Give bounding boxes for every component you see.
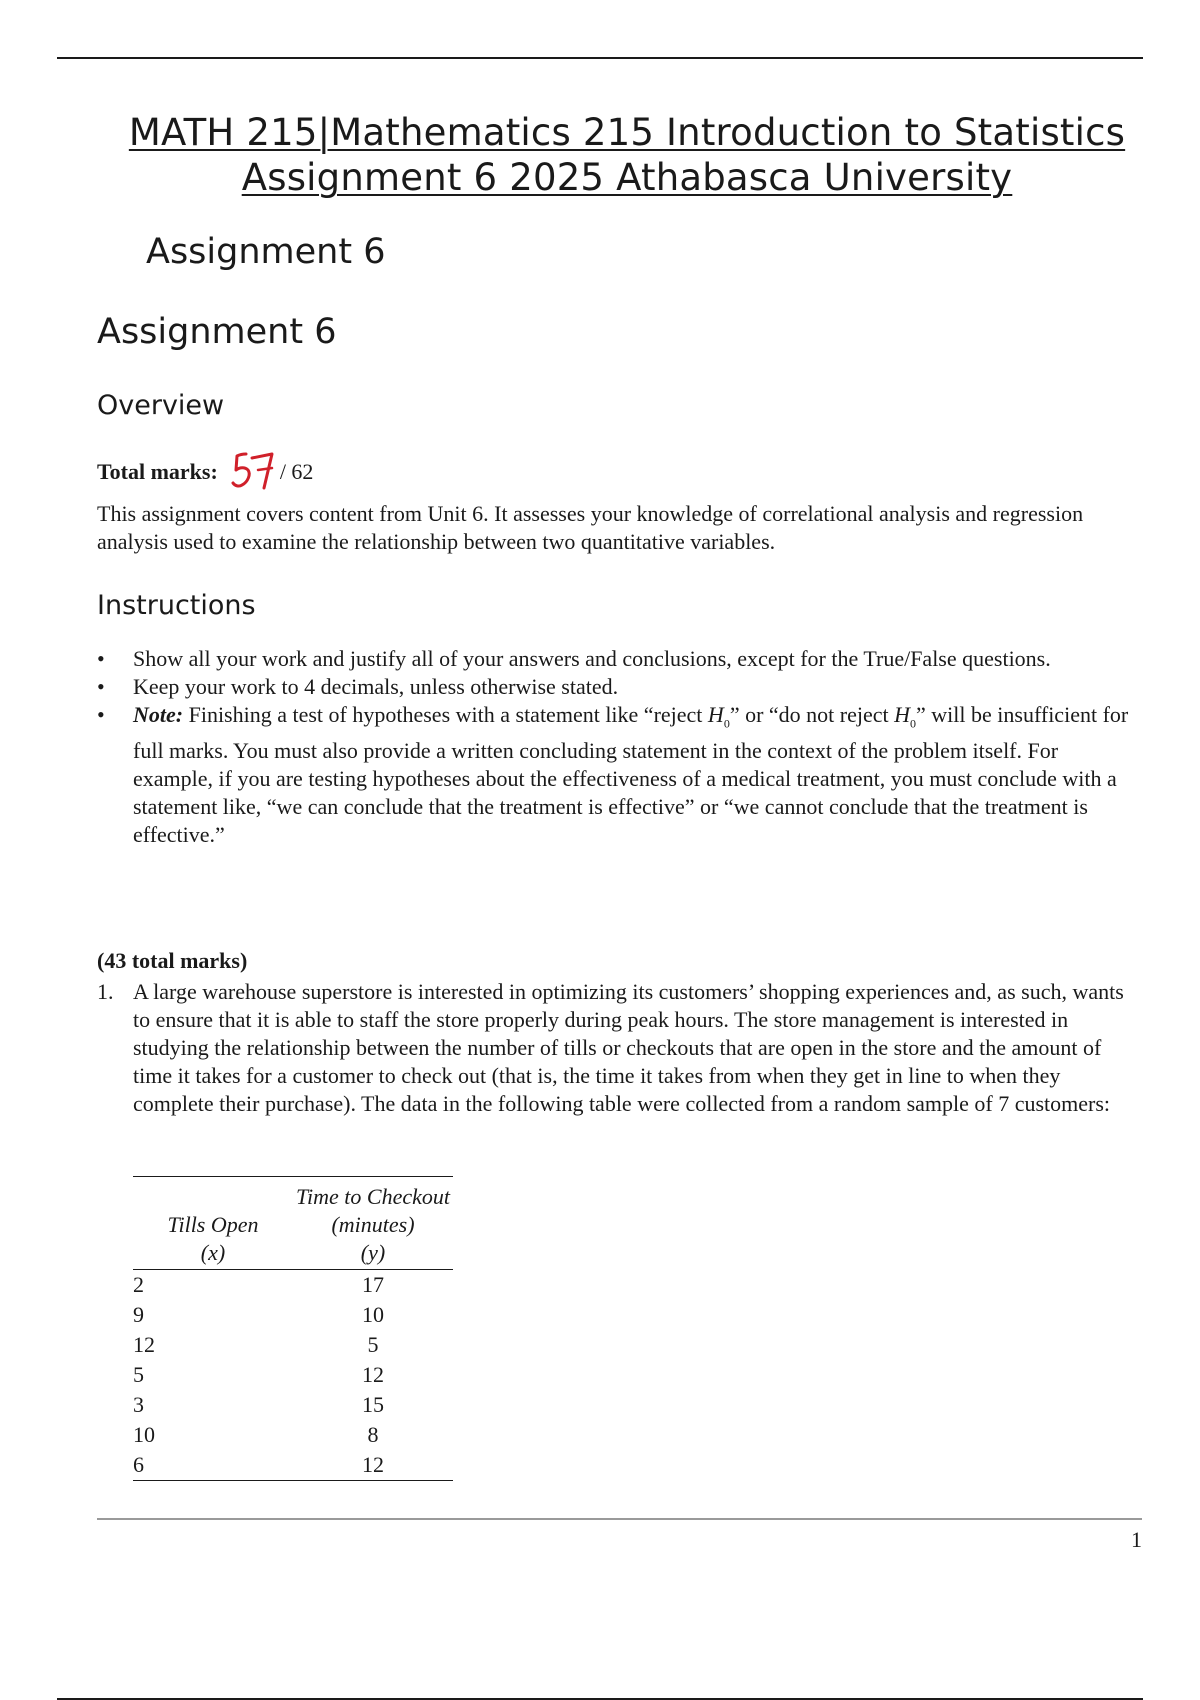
cell-y: 12 <box>362 1362 384 1387</box>
instructions-list <box>97 645 1142 849</box>
cell-y: 17 <box>362 1272 384 1297</box>
instruction-text: Keep your work to 4 decimals, unless otherwise stated. <box>133 674 619 699</box>
assignment-heading: Assignment 6 <box>97 312 337 352</box>
column-header-y-symbol: (y) <box>360 1240 386 1265</box>
document-title-line-1: MATH 215|Mathematics 215 Introduction to Statistics <box>128 111 1126 154</box>
data-table <box>133 1176 453 1481</box>
instruction-text: Show all your work and justify all of your answers and conclusions, except for the True/False questions. <box>133 646 1051 671</box>
overview-heading: Overview <box>97 390 225 421</box>
document-page <box>97 60 1142 1660</box>
document-title-line-2: Assignment 6 2025 Athabasca University <box>241 156 1013 199</box>
h0-subscript: 0 <box>723 716 730 731</box>
column-header-x-symbol: (x) <box>200 1240 226 1265</box>
note-label: Note: <box>133 702 184 727</box>
h0-symbol: H <box>894 702 911 727</box>
h0-symbol: H <box>707 702 724 727</box>
column-header-x <box>133 1177 293 1270</box>
table-row <box>133 1450 453 1481</box>
section-total-marks: (43 total marks) <box>97 948 248 973</box>
table-row <box>133 1420 453 1450</box>
table-row <box>133 1360 453 1390</box>
list-item <box>97 645 1142 673</box>
cell-x: 3 <box>133 1392 144 1417</box>
cell-y: 5 <box>367 1332 379 1357</box>
table-row <box>133 1330 453 1360</box>
instruction-text-part-c: ” will be insufficient for full marks. You must also provide a written concluding statement in the context of the problem itself. For example, if you are testing hypotheses about the effectiveness of a medical treatment, you must conclude with a statement like, “we can conclude that the treatment is effective” or “we cannot conclude that the treatment is effective.” <box>133 702 1129 848</box>
list-item <box>97 701 1142 849</box>
instructions-heading: Instructions <box>97 590 256 621</box>
table-row <box>133 1390 453 1420</box>
instruction-text-part-a: Finishing a test of hypotheses with a statement like “reject <box>183 702 708 727</box>
table-row <box>133 1300 453 1330</box>
question-1 <box>97 978 1142 1118</box>
total-marks-out-of: / 62 <box>279 459 314 484</box>
bullet-icon: • <box>97 702 105 727</box>
cell-y: 12 <box>362 1452 384 1477</box>
cell-x: 12 <box>133 1332 155 1357</box>
bullet-icon: • <box>97 646 105 671</box>
question-text: A large warehouse superstore is interested in optimizing its customers’ shopping experiences and, as such, wants to ensure that it is able to staff the store properly during peak hours. The store management is interested in studying the relationship between the number of tills or checkouts that are open in the store and the amount of time it takes for a customer to check out (that is, the time it takes from when they get in line to when they complete their purchase). The data in the following table were collected from a random sample of 7 customers: <box>133 979 1124 1116</box>
cell-y: 8 <box>367 1422 379 1447</box>
cell-x: 9 <box>133 1302 144 1327</box>
column-header-y-title: Time to Checkout <box>296 1184 450 1209</box>
cell-y: 10 <box>362 1302 384 1327</box>
assignment-subheading: Assignment 6 <box>146 232 386 272</box>
column-header-y-unit: (minutes) <box>331 1212 415 1237</box>
total-marks-line <box>97 448 313 496</box>
table-row <box>133 1270 453 1301</box>
page-number: 1 <box>1131 1527 1142 1552</box>
cell-x: 6 <box>133 1452 144 1477</box>
handwritten-score <box>230 448 278 496</box>
table-header-row <box>133 1177 453 1270</box>
column-header-x-title: Tills Open <box>167 1212 259 1237</box>
intro-paragraph: This assignment covers content from Unit 6. It assesses your knowledge of correlational analysis and regression analysis used to examine the relationship between two quantitative variables. <box>97 501 1084 554</box>
cell-y: 15 <box>362 1392 384 1417</box>
document-title <box>107 110 1147 200</box>
column-header-y <box>293 1177 453 1270</box>
list-item <box>97 673 1142 701</box>
h0-subscript: 0 <box>910 716 917 731</box>
cell-x: 10 <box>133 1422 155 1447</box>
question-number: 1. <box>97 979 114 1004</box>
top-border-rule <box>57 57 1143 59</box>
cell-x: 2 <box>133 1272 144 1297</box>
footer-divider <box>97 1518 1142 1520</box>
instruction-text-part-b: ” or “do not reject <box>729 702 895 727</box>
total-marks-label: Total marks: <box>97 459 218 484</box>
bullet-icon: • <box>97 674 105 699</box>
cell-x: 5 <box>133 1362 144 1387</box>
